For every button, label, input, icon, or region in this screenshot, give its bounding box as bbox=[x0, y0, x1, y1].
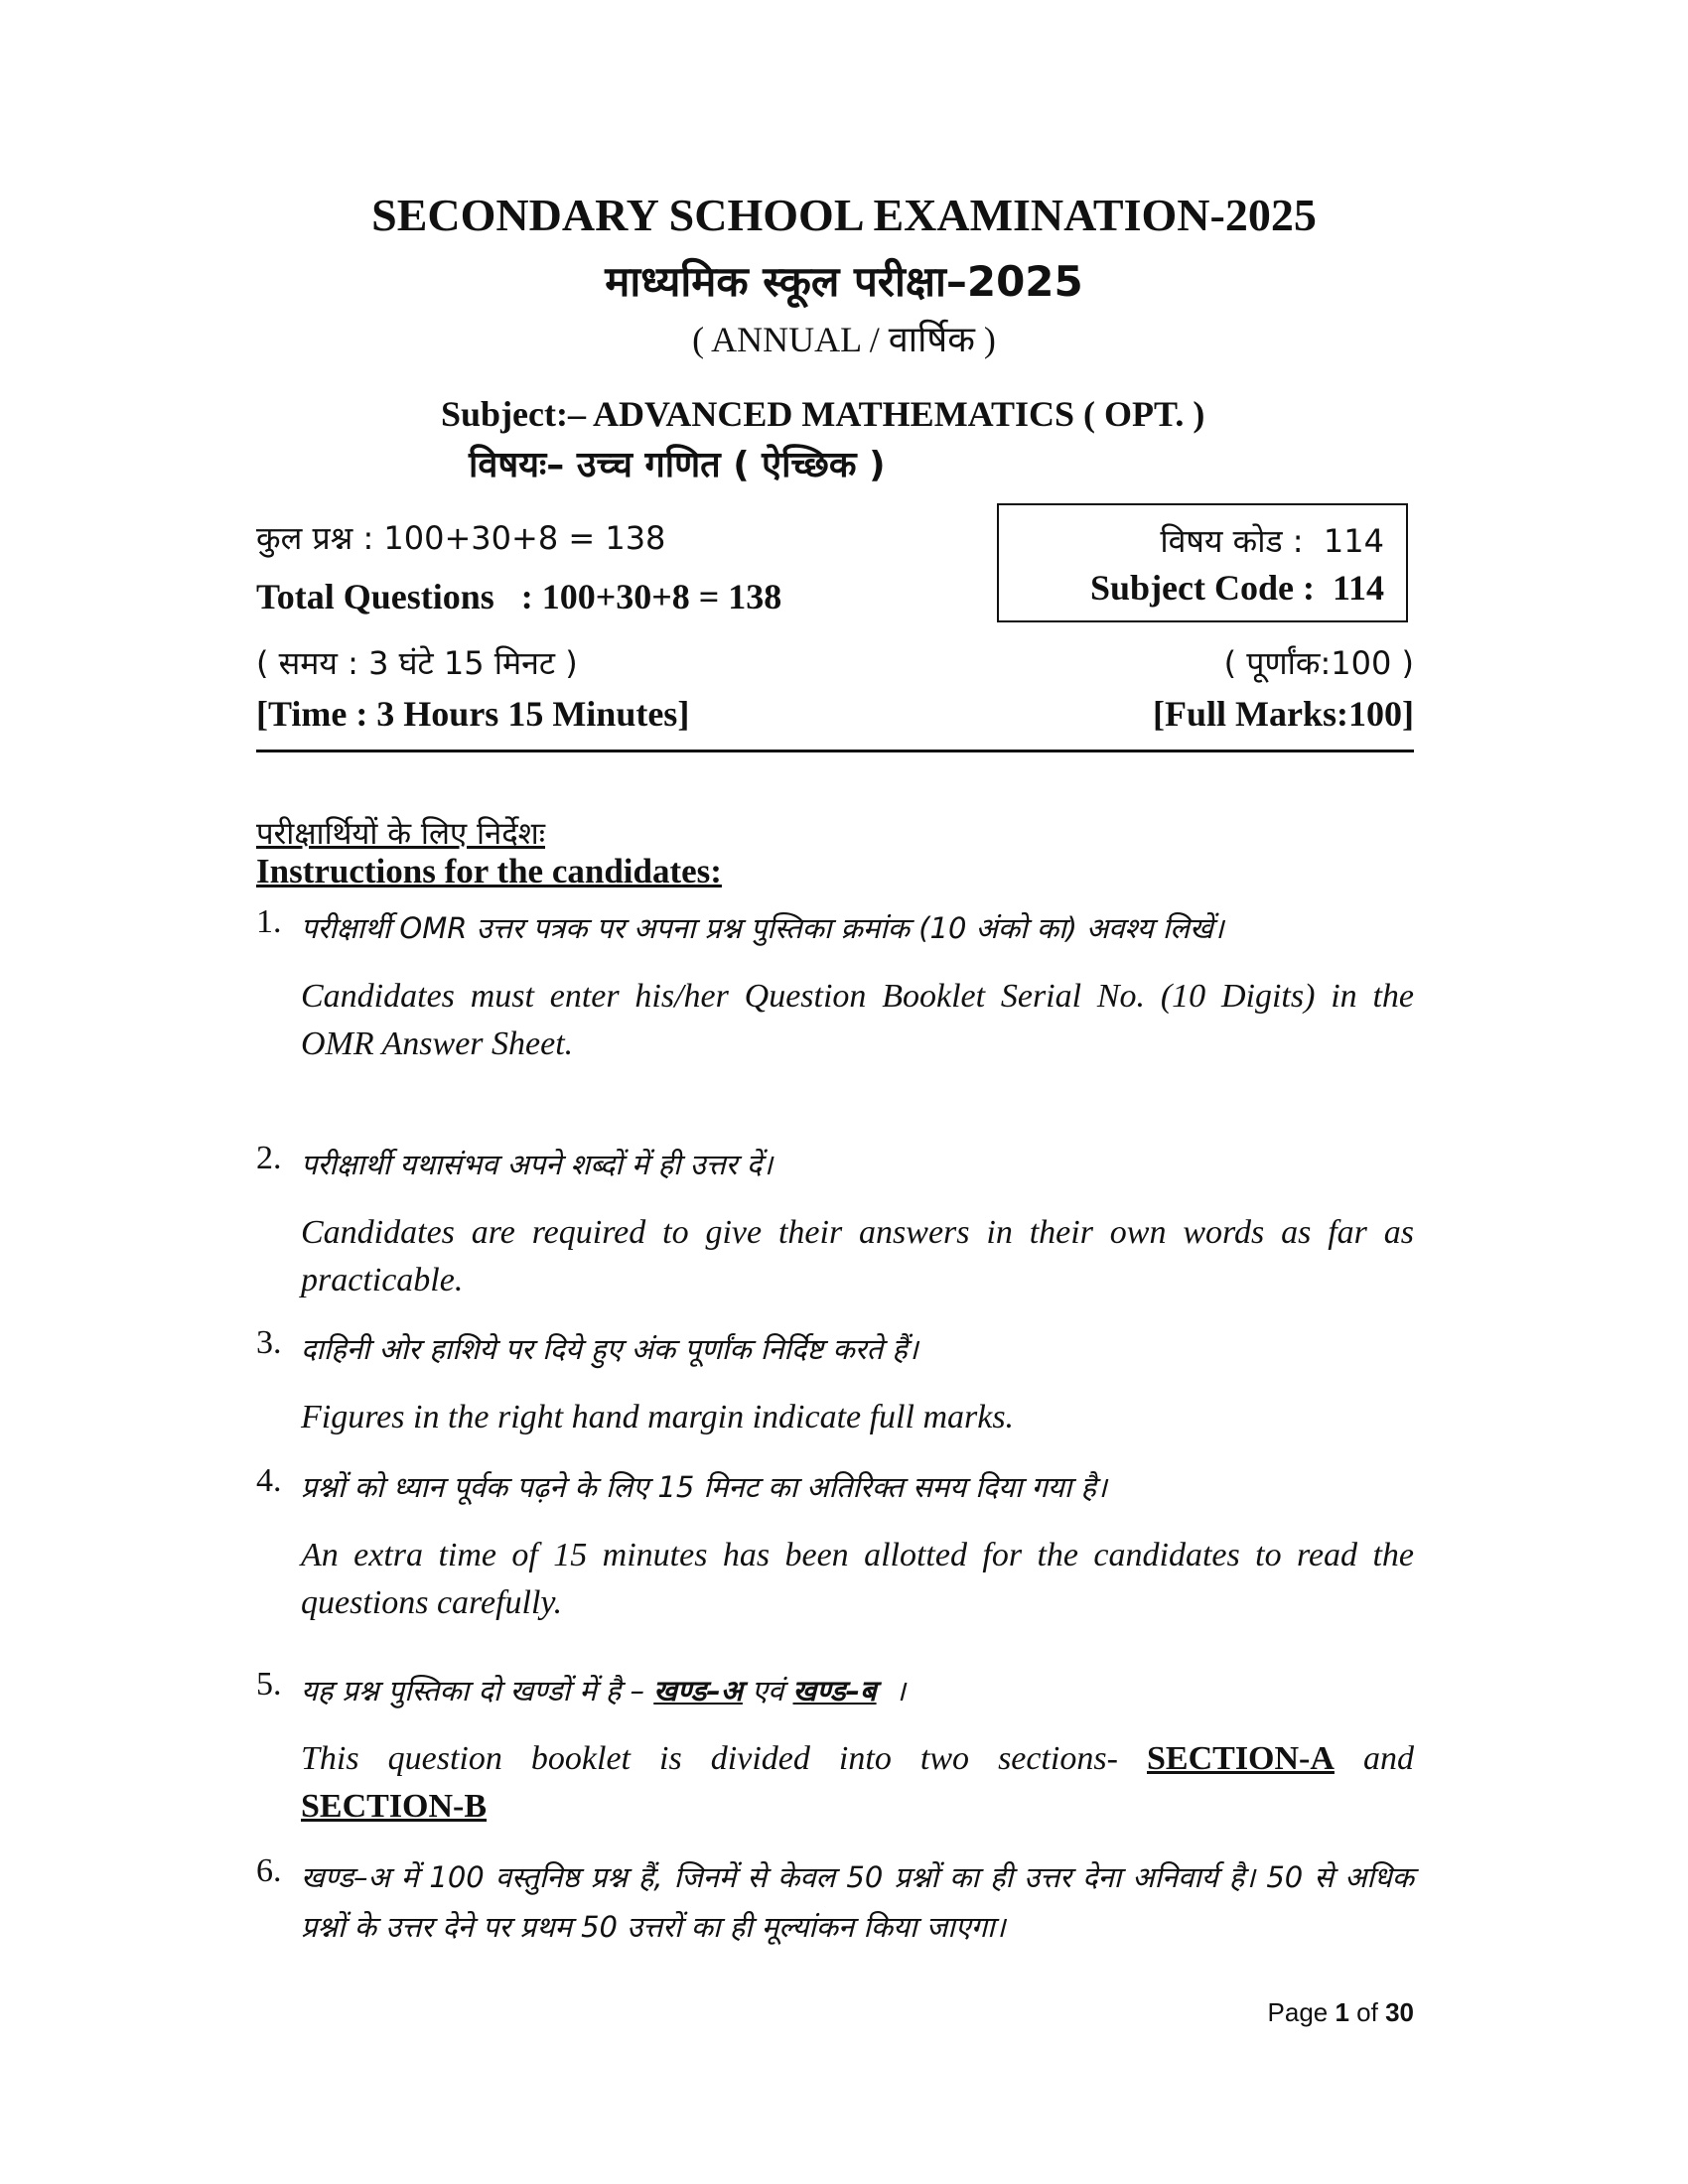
text: । bbox=[876, 1674, 907, 1707]
instruction-hindi: परीक्षार्थी OMR उत्तर पत्रक पर अपना प्रश्न पुस्तिका क्रमांक (10 अंको का) अवश्य लिखें। bbox=[301, 911, 1224, 945]
instructions-heading-hindi: परीक्षार्थियों के लिए निर्देशः bbox=[256, 816, 546, 852]
full-marks: [Full Marks:100] bbox=[1153, 694, 1414, 734]
total-questions: Total Questions : 100+30+8 = 138 bbox=[256, 577, 782, 616]
instruction-hindi: परीक्षार्थी यथासंभव अपने शब्दों में ही उत्तर दें। bbox=[301, 1148, 774, 1181]
subject-title-hindi: विषयः– उच्च गणित ( ऐच्छिक ) bbox=[469, 445, 886, 485]
text: and bbox=[1334, 1740, 1414, 1777]
exam-type: ( ANNUAL / वार्षिक ) bbox=[692, 320, 996, 359]
exam-title-hindi: माध्यमिक स्कूल परीक्षा–2025 bbox=[605, 257, 1083, 306]
text: This question booklet is divided into two sections- bbox=[301, 1740, 1147, 1777]
page-indicator bbox=[1192, 1997, 1414, 2028]
section-a-hindi: खण्ड–अ bbox=[653, 1674, 743, 1707]
page-number: 1 bbox=[1335, 1997, 1349, 2027]
section-a: SECTION-A bbox=[1147, 1740, 1335, 1777]
instruction-english bbox=[301, 1735, 1414, 1783]
instruction-hindi: खण्ड–अ में 100 वस्तुनिष्ठ प्रश्न हैं, जिनमें से केवल 50 प्रश्नों का ही उत्तर देना अनिवार्य है। 50 से अधिक प्रश्नों के उत्तर देने पर प्रथम 50 उत्तरों का ही मूल्यांकन किया जाएगा। bbox=[301, 1860, 1414, 1944]
instruction-item bbox=[256, 903, 1414, 1068]
instruction-english: Candidates are required to give their answers in their own words as far as practicable. bbox=[301, 1214, 1414, 1298]
instruction-item bbox=[256, 1140, 1414, 1304]
full-marks-hindi: ( पूर्णांक:100 ) bbox=[1223, 644, 1414, 682]
subject-code-box bbox=[997, 503, 1408, 622]
instruction-item bbox=[256, 1324, 1414, 1441]
text: एवं bbox=[742, 1674, 793, 1707]
time-hindi: ( समय : 3 घंटे 15 मिनट ) bbox=[256, 644, 578, 682]
instruction-hindi: प्रश्नों को ध्यान पूर्वक पढ़ने के लिए 15 मिनट का अतिरिक्त समय दिया गया है। bbox=[301, 1470, 1107, 1504]
item-number: 5. bbox=[256, 1666, 282, 1703]
instruction-hindi bbox=[301, 1666, 1414, 1715]
item-number: 2. bbox=[256, 1140, 282, 1176]
section-b-hindi: खण्ड–ब bbox=[792, 1674, 877, 1707]
instruction-hindi: दाहिनी ओर हाशिये पर दिये हुए अंक पूर्णांक निर्दिष्ट करते हैं। bbox=[301, 1332, 918, 1366]
subject-code: Subject Code : 114 bbox=[1090, 568, 1384, 608]
exam-title: SECONDARY SCHOOL EXAMINATION-2025 bbox=[371, 190, 1317, 240]
item-number: 1. bbox=[256, 903, 282, 940]
item-number: 4. bbox=[256, 1462, 282, 1499]
item-number: 6. bbox=[256, 1852, 282, 1889]
page-label: Page bbox=[1267, 1997, 1336, 2027]
instruction-item bbox=[256, 1666, 1414, 1831]
instruction-english: Candidates must enter his/her Question Booklet Serial No. (10 Digits) in the OMR Answer Sheet. bbox=[301, 978, 1414, 1062]
page-of: of bbox=[1348, 1997, 1386, 2027]
instruction-item bbox=[256, 1462, 1414, 1627]
section-b: SECTION-B bbox=[301, 1788, 488, 1825]
total-questions-hindi: कुल प्रश्न : 100+30+8 = 138 bbox=[256, 519, 666, 557]
instruction-english-cont bbox=[301, 1783, 1414, 1831]
instruction-item bbox=[256, 1852, 1414, 1952]
time: [Time : 3 Hours 15 Minutes] bbox=[256, 694, 690, 734]
instruction-english: An extra time of 15 minutes has been allotted for the candidates to read the questions carefully. bbox=[301, 1537, 1414, 1621]
text: यह प्रश्न पुस्तिका दो खण्डों में है – bbox=[301, 1674, 654, 1707]
instructions-heading: Instructions for the candidates: bbox=[256, 852, 722, 890]
subject-title: Subject:– ADVANCED MATHEMATICS ( OPT. ) bbox=[441, 394, 1205, 434]
page-total: 30 bbox=[1385, 1997, 1414, 2027]
divider bbox=[256, 750, 1414, 752]
subject-code-hindi: विषय कोड : 114 bbox=[1160, 522, 1384, 560]
item-number: 3. bbox=[256, 1324, 282, 1361]
instruction-english: Figures in the right hand margin indicate full marks. bbox=[301, 1399, 1015, 1435]
